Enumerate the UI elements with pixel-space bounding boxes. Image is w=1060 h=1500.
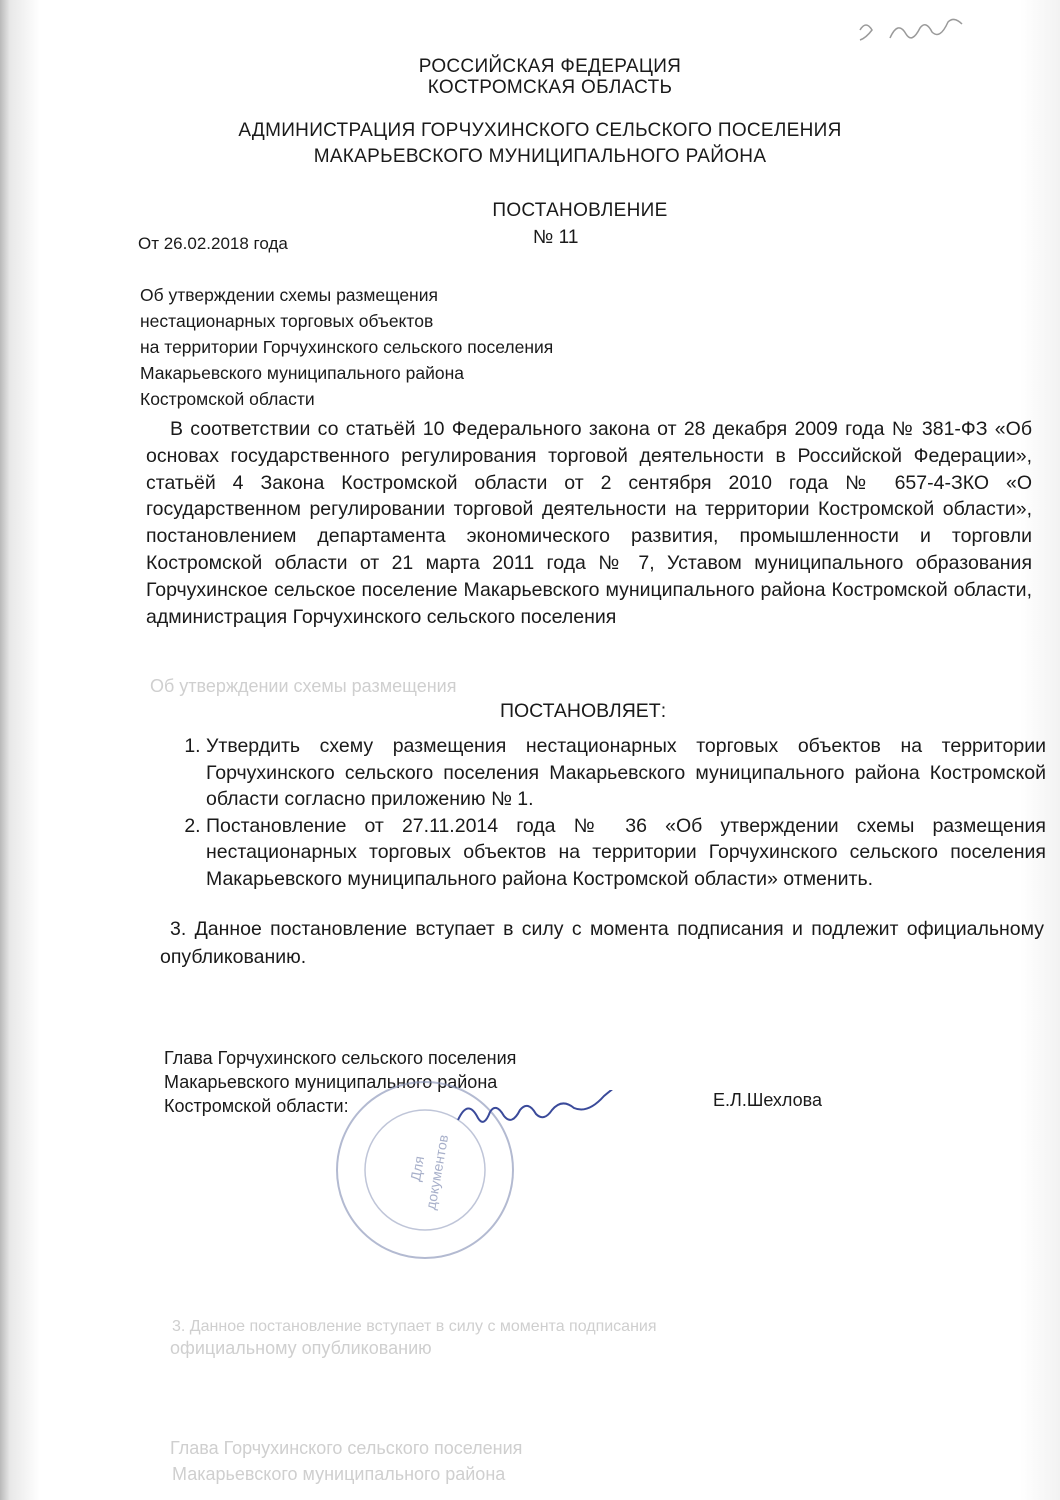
signatory-title-line2: Макарьевского муниципального района (164, 1072, 498, 1092)
bleed-through-text: Об утверждении схемы размещения (150, 676, 457, 696)
subject-line: Костромской области (140, 389, 315, 409)
resolution-item-3 (160, 915, 1044, 971)
subject-line: Об утверждении схемы размещения (140, 285, 438, 305)
handwritten-signature (450, 1090, 640, 1140)
resolution-items (166, 733, 1046, 892)
region-title: КОСТРОМСКАЯ ОБЛАСТЬ (427, 77, 673, 98)
subject-line: на территории Горчухинского сельского поселения (140, 337, 554, 357)
document-date: От 26.02.2018 года (138, 234, 288, 253)
resolution-item: 1. Утвердить схему размещения нестационарных торговых объектов на территории Горчухинского сельского поселения Макарьевского муниципального района Костромской области согласно приложению № 1. (206, 733, 1046, 813)
preamble-text: В соответствии со статьёй 10 Федерального закона от 28 декабря 2009 года № 381-ФЗ «Об основах государственного регулирования торговой деятельности в Российской Федерации», статьёй 4 Закона Костромской области от 2 сентября 2010 года № 657-4-ЗКО «О государственном регулировании торговой деятельности на территории Костромской области», постановлением департамента экономического развития, промышленности и торговли Костромской области от 21 марта 2011 года № 7, Уставом муниципального образования Горчухинское сельское поселение Макарьевского муниципального района Костромской области, администрация Горчухинского сельского поселения (146, 418, 1032, 628)
handwritten-note (840, 10, 1000, 60)
subject-line: Макарьевского муниципального района (140, 363, 465, 383)
seal-center-line1: Для (407, 1154, 428, 1183)
administration-title-line1: АДМИНИСТРАЦИЯ ГОРЧУХИНСКОГО СЕЛЬСКОГО ПОСЕЛЕНИЯ (238, 120, 842, 141)
bleed-through-text: 3. Данное постановление вступает в силу с момента подписания (172, 1318, 657, 1335)
document-type: ПОСТАНОВЛЕНИЕ (492, 200, 668, 221)
bleed-through-text: Макарьевского муниципального района (172, 1464, 506, 1484)
bleed-through-text: Глава Горчухинского сельского поселения (170, 1438, 523, 1458)
document-number: № 11 (533, 227, 579, 248)
resolution-item: 3. Данное постановление вступает в силу с момента подписания и подлежит официальному опубликованию. (160, 918, 1044, 968)
country-title: РОССИЙСКАЯ ФЕДЕРАЦИЯ (418, 56, 682, 77)
preamble (146, 416, 1032, 630)
subject-line: нестационарных торговых объектов (140, 311, 434, 331)
administration-title-line2: МАКАРЬЕВСКОГО МУНИЦИПАЛЬНОГО РАЙОНА (313, 146, 767, 167)
resolves-heading: ПОСТАНОВЛЯЕТ: (500, 700, 667, 722)
resolution-item: 2. Постановление от 27.11.2014 года № 36 «Об утверждении схемы размещения нестационарных торговых объектов на территории Горчухинского сельского поселения Макарьевского муниципального района Костромской области» отменить. (206, 813, 1046, 893)
signer-name: Е.Л.Шехлова (713, 1090, 823, 1110)
signatory-title-line1: Глава Горчухинского сельского поселения (164, 1048, 517, 1068)
signatory-title-line3: Костромской области: (164, 1096, 349, 1116)
bleed-through-text: официальному опубликованию (170, 1338, 432, 1358)
document-subject (140, 282, 553, 412)
seal-center-line2: документов (422, 1133, 452, 1211)
